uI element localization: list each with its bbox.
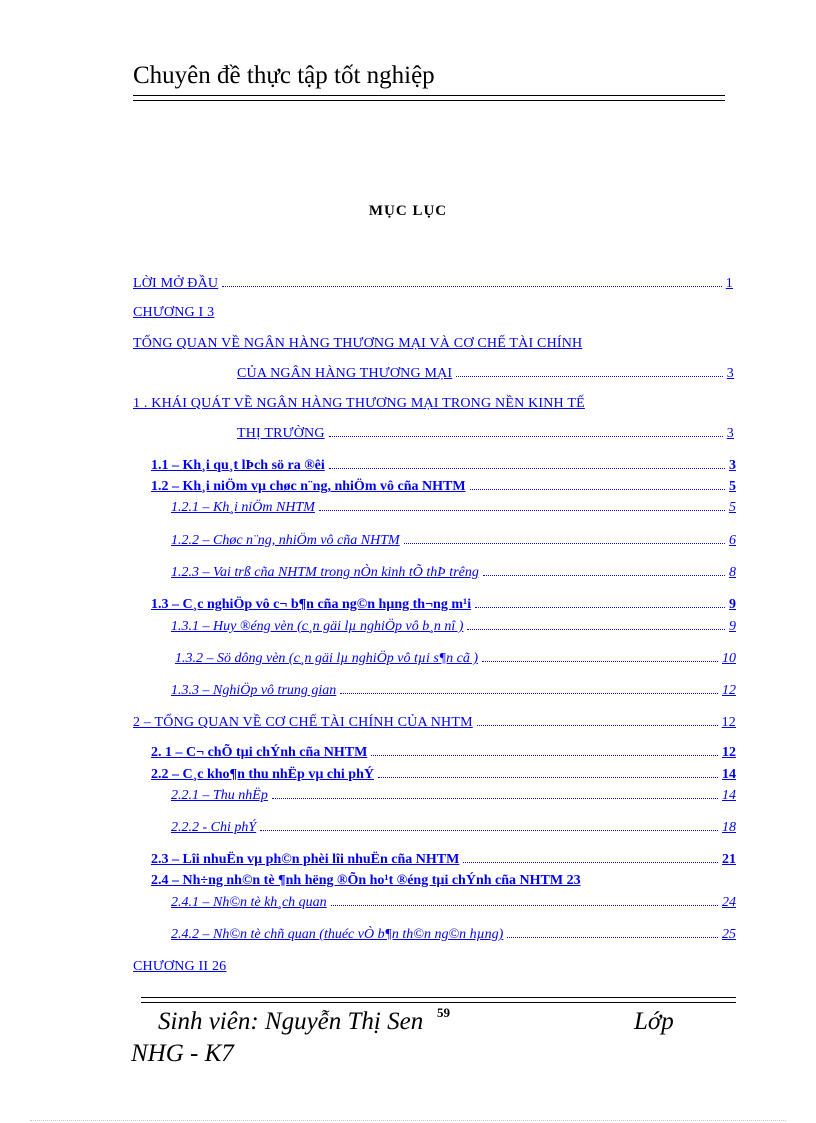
toc-entry-page: 12 [722,745,736,760]
dot-leader [272,788,718,799]
toc-entry-label: 2.2.2 - Chi phÝ [171,820,257,835]
toc-entry-label: 1.2.3 – Vai trß cña NHTM trong nÒn kinh tÕ thÞ trêng [171,565,479,580]
toc-entry-label: 2.4.2 – Nh©n tè chñ quan (thuéc vÒ b¶n th©n ng©n hµng) [171,927,504,942]
toc-entry-label: CỦA NGÂN HÀNG THƯƠNG MẠI [237,366,453,381]
toc-entry-page: 8 [729,565,736,580]
toc-entry-page: 18 [722,820,736,835]
toc-entry-label: 2. 1 – C¬ chÕ tµi chÝnh cña NHTM [151,745,368,760]
footer-double-rule [141,997,736,1003]
toc-entry-label: 1.3 – C¸c nghiÖp vô c¬ b¶n cña ng©n hµng th¬ng m¹i [151,597,472,612]
toc-link-2-4-1[interactable] [171,895,736,911]
toc-link-2-2-1[interactable] [171,788,736,804]
toc-entry-label: 2 – TỔNG QUAN VỀ CƠ CHẾ TÀI CHÍNH CỦA NHTM [133,715,473,730]
toc-link-chapter-1-title[interactable]: TỔNG QUAN VỀ NGÂN HÀNG THƯƠNG MẠI VÀ CƠ CHẾ TÀI CHÍNH [133,336,583,351]
toc-link-introduction[interactable] [133,276,733,292]
toc-link-2-4-2[interactable] [171,927,736,943]
toc-entry-label: 1.1 – Kh¸i qu¸t lÞch sö ra ®êi [151,458,325,473]
toc-link-1-2-1[interactable] [171,500,736,516]
toc-entry-page: 24 [722,895,736,910]
footer-student-name: Sinh viên: Nguyễn Thị Sen [158,1008,424,1035]
toc-link-1-3-2[interactable] [175,651,736,667]
toc-link-1-3-3[interactable] [171,683,736,699]
dot-leader [482,651,718,662]
toc-link-1-3-1[interactable] [171,619,736,635]
dot-leader [477,715,718,726]
toc-link-2-3[interactable] [151,852,736,868]
toc-link-chapter-1-title-cont[interactable] [237,366,734,382]
dot-leader [319,500,725,511]
toc-entry-label: 2.2.1 – Thu nhËp [171,788,268,803]
toc-link-2-2[interactable] [151,767,736,783]
toc-link-2-1[interactable] [151,745,736,761]
toc-entry-label: THỊ TRƯỜNG [237,426,325,441]
toc-entry-label: 2.4.1 – Nh©n tè kh¸ch quan [171,895,327,910]
toc-link-2-4[interactable]: 2.4 – Nh÷ng nh©n tè ¶nh hëng ®Õn ho¹t ®éng tµi chÝnh cña NHTM 23 [151,873,581,888]
dot-leader [475,597,725,608]
toc-link-2-2-2[interactable] [171,820,736,836]
dot-leader [222,276,722,287]
dot-leader [340,683,718,694]
toc-entry-page: 6 [729,533,736,548]
toc-entry-page: 1 [725,276,733,291]
toc-entry-page: 12 [721,715,736,730]
toc-entry-label: 1.2.2 – Chøc n¨ng, nhiÖm vô cña NHTM [171,533,400,548]
toc-entry-label: 2.3 – Lîi nhuËn vµ ph©n phèi lîi nhuËn cña NHTM [151,852,460,867]
toc-link-section-1-cont[interactable] [237,426,734,442]
toc-entry-page: 25 [722,927,736,942]
toc-entry-label: 1.3.1 – Huy ®éng vèn (c¸n gäi lµ nghiÖp vô b¸n nî ) [171,619,464,634]
page-bottom-dotted-line [30,1120,786,1121]
toc-link-section-2[interactable] [133,715,736,731]
dot-leader [260,820,718,831]
dot-leader [463,852,718,863]
toc-entry-page: 21 [722,852,736,867]
toc-entry-label: LỜI MỞ ĐẦU [133,276,219,291]
toc-link-1-2[interactable] [151,479,736,495]
toc-entry-page: 10 [722,651,736,666]
dot-leader [378,767,718,778]
dot-leader [329,426,723,437]
toc-entry-page: 14 [722,767,736,782]
toc-entry-label: 1.2.1 – Kh¸i niÖm NHTM [171,500,315,515]
toc-link-chapter-2[interactable]: CHƯƠNG II 26 [133,959,227,974]
toc-entry-page: 3 [729,458,736,473]
toc-entry-page: 14 [722,788,736,803]
toc-entry-page: 3 [726,426,734,441]
toc-entry-label: 1.3.3 – NghiÖp vô trung gian [171,683,337,698]
toc-entry-page: 5 [729,500,736,515]
toc-entry-page: 9 [729,597,736,612]
toc-entry-page: 12 [722,683,736,698]
dot-leader [467,619,725,630]
document-header-title: Chuyên đề thực tập tốt nghiệp [133,62,435,89]
toc-heading: MỤC LỤC [368,203,448,219]
dot-leader [371,745,718,756]
toc-entry-page: 3 [726,366,734,381]
toc-link-chapter-1[interactable]: CHƯƠNG I 3 [133,305,215,320]
dot-leader [470,479,725,490]
dot-leader [507,927,718,938]
dot-leader [456,366,723,377]
footer-class-value: NHG - K7 [131,1040,234,1067]
dot-leader [404,533,725,544]
dot-leader [483,565,725,576]
toc-link-section-1[interactable]: 1 . KHÁI QUÁT VỀ NGÂN HÀNG THƯƠNG MẠI TRONG NỀN KINH TẾ [133,396,585,411]
dot-leader [329,458,725,469]
toc-entry-label: 2.2 – C¸c kho¶n thu nhËp vµ chi phÝ [151,767,374,782]
toc-link-1-3[interactable] [151,597,736,613]
toc-link-1-2-3[interactable] [171,565,736,581]
toc-entry-label: 1.3.2 – Sö dông vèn (c¸n gäi lµ nghiÖp vô tµi s¶n cã ) [175,651,479,666]
dot-leader [331,895,718,906]
page-number: 59 [437,1005,450,1020]
toc-entry-page: 5 [729,479,736,494]
footer-class-label: Lớp [634,1008,674,1035]
toc-entry-label: 1.2 – Kh¸i niÖm vµ chøc n¨ng, nhiÖm vô cña NHTM [151,479,466,494]
toc-entry-page: 9 [729,619,736,634]
toc-link-1-2-2[interactable] [171,533,736,549]
toc-link-1-1[interactable] [151,458,736,474]
